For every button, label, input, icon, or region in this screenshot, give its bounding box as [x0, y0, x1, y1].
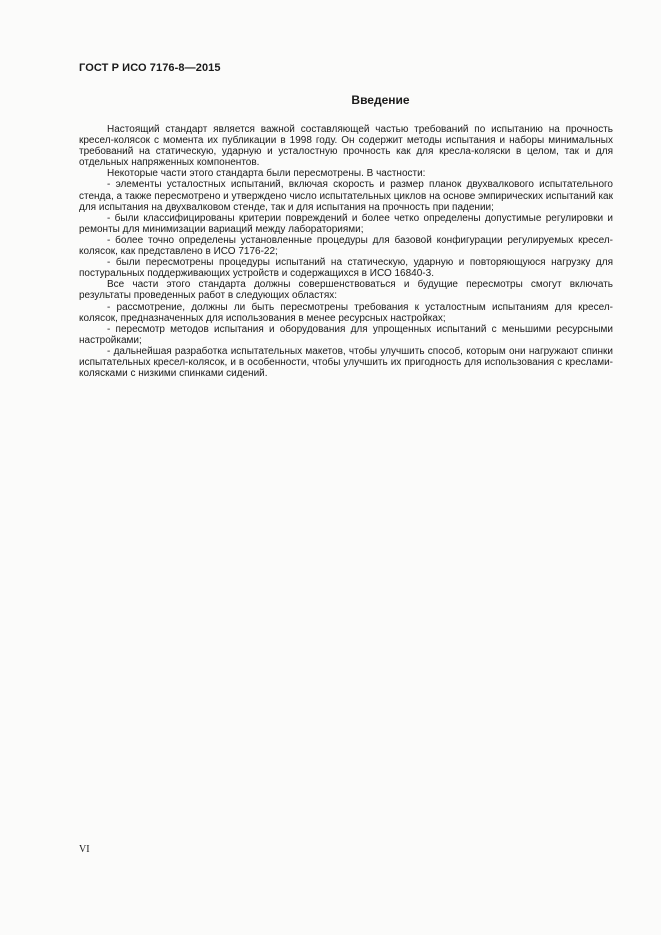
paragraph-revisions-intro: Некоторые части этого стандарта были пересмотрены. В частности: — [107, 168, 426, 180]
list-item-fatigue-elements: - элементы усталостных испытаний, включая скорость и размер планок двухвалкового испытательного стенда, а также пересмотрено и утверждено число испытательных циклов на основе эмпирических испытаний как для испытания на двухвалковом стенде, так и для испытания на прочность при падении; — [79, 179, 613, 213]
list-item-simplified-testing: - пересмотр методов испытания и оборудования для упрощенных испытаний с меньшими ресурсными настройками; — [79, 323, 613, 346]
section-title: Введение — [351, 93, 410, 107]
list-item-base-configuration: - более точно определены установленные процедуры для базовой конфигурации регулируемых кресел-колясок, как представлено в ИСО 7176-22; — [79, 234, 613, 258]
list-item-damage-criteria: - были классифицированы критерии повреждений и более четко определены допустимые регулировки и ремонты для минимизации вариаций между лабораториями; — [79, 212, 613, 235]
document-header: ГОСТ Р ИСО 7176-8—2015 — [79, 62, 221, 74]
list-item-postural-devices: - были пересмотрены процедуры испытаний на статическую, ударную и повторяющуюся нагрузку для постуральных поддерживающих устройств и содержащихся в ИСО 16840-3. — [79, 257, 613, 280]
paragraph-future-revisions: Все части этого стандарта должны совершенствоваться и будущие пересмотры смогут включать результаты проведенных работ в следующих областях: — [79, 279, 613, 302]
paragraph-intro: Настоящий стандарт является важной составляющей частью требований по испытанию на прочность кресел-колясок с момента их публикации в 1998 году. Он содержит методы испытания и наборы минимальных требований на статическую, ударную и усталостную прочность как для кресла-коляски в целом, так и для отдельных напряженных компонентов. — [79, 124, 613, 169]
list-item-test-dummies: - дальнейшая разработка испытательных макетов, чтобы улучшить способ, которым они нагружают спинки испытательных кресел-колясок, и в особенности, чтобы улучшить их пригодность для использования с креслами-колясками с низкими спинками сидений. — [79, 345, 613, 380]
page-number: VI — [79, 844, 90, 855]
list-item-fatigue-requirements: - рассмотрение, должны ли быть пересмотрены требования к усталостным испытаниям для кресел-колясок, предназначенных для использования в менее ресурсных настройках; — [79, 301, 613, 324]
body-text — [79, 124, 613, 379]
